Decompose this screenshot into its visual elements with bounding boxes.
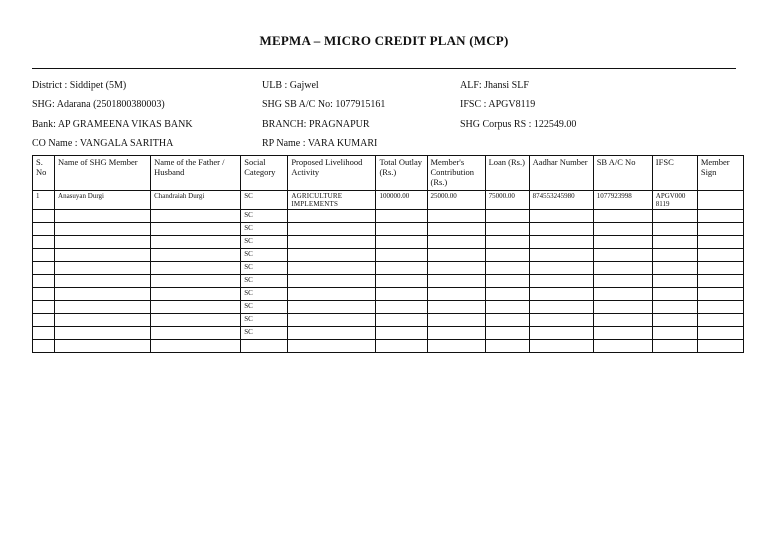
table-row [33, 262, 744, 275]
table-cell [485, 327, 529, 340]
table-cell [33, 223, 55, 236]
table-cell [593, 236, 652, 249]
col-header-member-name: Name of SHG Member [55, 156, 151, 191]
col-header-sb-account: SB A/C No [593, 156, 652, 191]
table-cell [288, 236, 376, 249]
table-cell [55, 288, 151, 301]
table-cell [55, 314, 151, 327]
col-header-social-category: Social Category [241, 156, 288, 191]
table-cell [55, 262, 151, 275]
table-cell [697, 340, 743, 353]
table-cell [288, 275, 376, 288]
table-cell [151, 301, 241, 314]
district-field: District : Siddipet (5M) [32, 80, 127, 91]
cell-social-category: SC [241, 327, 288, 340]
table-cell [33, 327, 55, 340]
table-cell [33, 262, 55, 275]
cell-social-category: SC [241, 223, 288, 236]
table-cell [33, 275, 55, 288]
table-cell [55, 340, 151, 353]
table-row [33, 249, 744, 262]
table-cell [376, 314, 427, 327]
table-cell [55, 275, 151, 288]
table-cell [288, 327, 376, 340]
table-cell [427, 210, 485, 223]
table-cell [652, 262, 697, 275]
table-cell [288, 340, 376, 353]
table-cell [33, 236, 55, 249]
table-cell [376, 249, 427, 262]
table-cell [697, 210, 743, 223]
table-cell [485, 314, 529, 327]
table-cell [529, 262, 593, 275]
table-cell [427, 288, 485, 301]
rp-name-field: RP Name : VARA KUMARI [262, 138, 378, 149]
col-header-ifsc: IFSC [652, 156, 697, 191]
col-header-total-outlay: Total Outlay (Rs.) [376, 156, 427, 191]
table-cell [427, 301, 485, 314]
micro-credit-plan-table [32, 155, 744, 353]
table-cell [288, 249, 376, 262]
table-cell [376, 340, 427, 353]
shg-sb-account-field: SHG SB A/C No: 1077915161 [262, 99, 386, 110]
table-cell [593, 301, 652, 314]
table-cell [376, 327, 427, 340]
table-cell [652, 288, 697, 301]
table-cell [593, 262, 652, 275]
table-cell [652, 301, 697, 314]
table-cell [376, 288, 427, 301]
table-cell [593, 210, 652, 223]
cell-social-category: SC [241, 275, 288, 288]
table-cell [485, 249, 529, 262]
table-cell [697, 223, 743, 236]
table-cell [33, 288, 55, 301]
table-cell [427, 262, 485, 275]
cell-social-category: SC [241, 236, 288, 249]
table-cell [427, 340, 485, 353]
table-cell [288, 288, 376, 301]
table-cell [151, 249, 241, 262]
table-cell [593, 327, 652, 340]
cell-social-category: SC [241, 301, 288, 314]
table-row [33, 191, 744, 210]
table-cell [151, 262, 241, 275]
table-cell [55, 223, 151, 236]
cell-social-category: SC [241, 314, 288, 327]
table-row [33, 210, 744, 223]
table-cell [652, 223, 697, 236]
col-header-aadhar: Aadhar Number [529, 156, 593, 191]
ifsc-field: IFSC : APGV8119 [460, 99, 536, 110]
table-cell [652, 210, 697, 223]
table-cell [529, 275, 593, 288]
table-cell [529, 288, 593, 301]
cell-livelihood-activity: AGRICULTURE IMPLEMENTS [288, 191, 376, 210]
table-cell [652, 249, 697, 262]
cell-social-category: SC [241, 249, 288, 262]
table-cell [529, 340, 593, 353]
table-cell [593, 314, 652, 327]
cell-social-category: SC [241, 191, 288, 210]
table-cell [427, 223, 485, 236]
col-header-sno: S. No [33, 156, 55, 191]
table-cell [529, 223, 593, 236]
table-row [33, 340, 744, 353]
table-cell [288, 262, 376, 275]
page-title: MEPMA – MICRO CREDIT PLAN (MCP) [259, 33, 509, 48]
table-cell [151, 223, 241, 236]
col-header-loan: Loan (Rs.) [485, 156, 529, 191]
table-cell [33, 340, 55, 353]
cell-member-name: Anasuyan Durgi [55, 191, 151, 210]
table-cell [376, 275, 427, 288]
table-cell [55, 249, 151, 262]
table-cell [33, 210, 55, 223]
table-cell [427, 314, 485, 327]
table-cell [288, 210, 376, 223]
table-cell [33, 314, 55, 327]
col-header-member-contribution: Member's Contribution (Rs.) [427, 156, 485, 191]
table-cell [55, 327, 151, 340]
table-cell [33, 301, 55, 314]
alf-field: ALF: Jhansi SLF [460, 80, 529, 91]
table-cell [427, 327, 485, 340]
table-cell [697, 327, 743, 340]
table-cell [376, 236, 427, 249]
table-cell [288, 314, 376, 327]
table-cell [485, 340, 529, 353]
table-cell [593, 340, 652, 353]
bank-field: Bank: AP GRAMEENA VIKAS BANK [32, 119, 193, 130]
cell-ifsc: APGV000 8119 [652, 191, 697, 210]
table-cell [652, 314, 697, 327]
table-cell [151, 210, 241, 223]
branch-field: BRANCH: PRAGNAPUR [262, 119, 370, 130]
table-cell [33, 249, 55, 262]
table-cell [151, 327, 241, 340]
table-cell [697, 301, 743, 314]
table-cell [376, 210, 427, 223]
table-cell [55, 301, 151, 314]
table-cell [241, 340, 288, 353]
table-cell [652, 327, 697, 340]
table-cell [697, 236, 743, 249]
cell-aadhar: 874553245980 [529, 191, 593, 210]
table-cell [427, 236, 485, 249]
table-cell [376, 223, 427, 236]
table-cell [55, 236, 151, 249]
table-cell [529, 249, 593, 262]
cell-social-category: SC [241, 210, 288, 223]
table-cell [485, 262, 529, 275]
ulb-field: ULB : Gajwel [262, 80, 319, 91]
cell-social-category: SC [241, 288, 288, 301]
table-cell [697, 249, 743, 262]
cell-loan: 75000.00 [485, 191, 529, 210]
shg-corpus-field: SHG Corpus RS : 122549.00 [460, 119, 577, 130]
table-cell [697, 275, 743, 288]
table-cell [151, 275, 241, 288]
table-cell [485, 210, 529, 223]
title-divider [32, 68, 736, 69]
cell-member-sign [697, 191, 743, 210]
table-cell [427, 275, 485, 288]
table-cell [697, 314, 743, 327]
table-cell [485, 288, 529, 301]
table-cell [151, 288, 241, 301]
table-cell [593, 249, 652, 262]
table-cell [485, 301, 529, 314]
table-cell [376, 262, 427, 275]
table-row [33, 223, 744, 236]
table-cell [288, 223, 376, 236]
table-cell [593, 275, 652, 288]
table-cell [427, 249, 485, 262]
table-cell [151, 236, 241, 249]
col-header-father-husband: Name of the Father / Husband [151, 156, 241, 191]
table-cell [652, 275, 697, 288]
table-cell [529, 301, 593, 314]
cell-total-outlay: 100000.00 [376, 191, 427, 210]
table-cell [151, 340, 241, 353]
cell-social-category: SC [241, 262, 288, 275]
table-row [33, 275, 744, 288]
table-cell [55, 210, 151, 223]
table-row [33, 314, 744, 327]
table-row [33, 236, 744, 249]
table-cell [697, 288, 743, 301]
cell-father-husband: Chandraiah Durgi [151, 191, 241, 210]
table-cell [529, 210, 593, 223]
table-cell [485, 236, 529, 249]
cell-sb-account: 1077923998 [593, 191, 652, 210]
co-name-field: CO Name : VANGALA SARITHA [32, 138, 174, 149]
table-cell [529, 236, 593, 249]
cell-member-contribution: 25000.00 [427, 191, 485, 210]
table-cell [529, 314, 593, 327]
table-row [33, 301, 744, 314]
table-row [33, 288, 744, 301]
table-cell [485, 223, 529, 236]
table-cell [593, 288, 652, 301]
table-cell [652, 340, 697, 353]
shg-field: SHG: Adarana (2501800380003) [32, 99, 165, 110]
table-cell [697, 262, 743, 275]
col-header-livelihood-activity: Proposed Livelihood Activity [288, 156, 376, 191]
cell-sno: 1 [33, 191, 55, 210]
table-cell [288, 301, 376, 314]
table-cell [529, 327, 593, 340]
table-header-row [33, 156, 744, 191]
table-cell [652, 236, 697, 249]
table-row [33, 327, 744, 340]
table-cell [376, 301, 427, 314]
table-cell [593, 223, 652, 236]
table-cell [485, 275, 529, 288]
col-header-member-sign: Member Sign [697, 156, 743, 191]
table-cell [151, 314, 241, 327]
